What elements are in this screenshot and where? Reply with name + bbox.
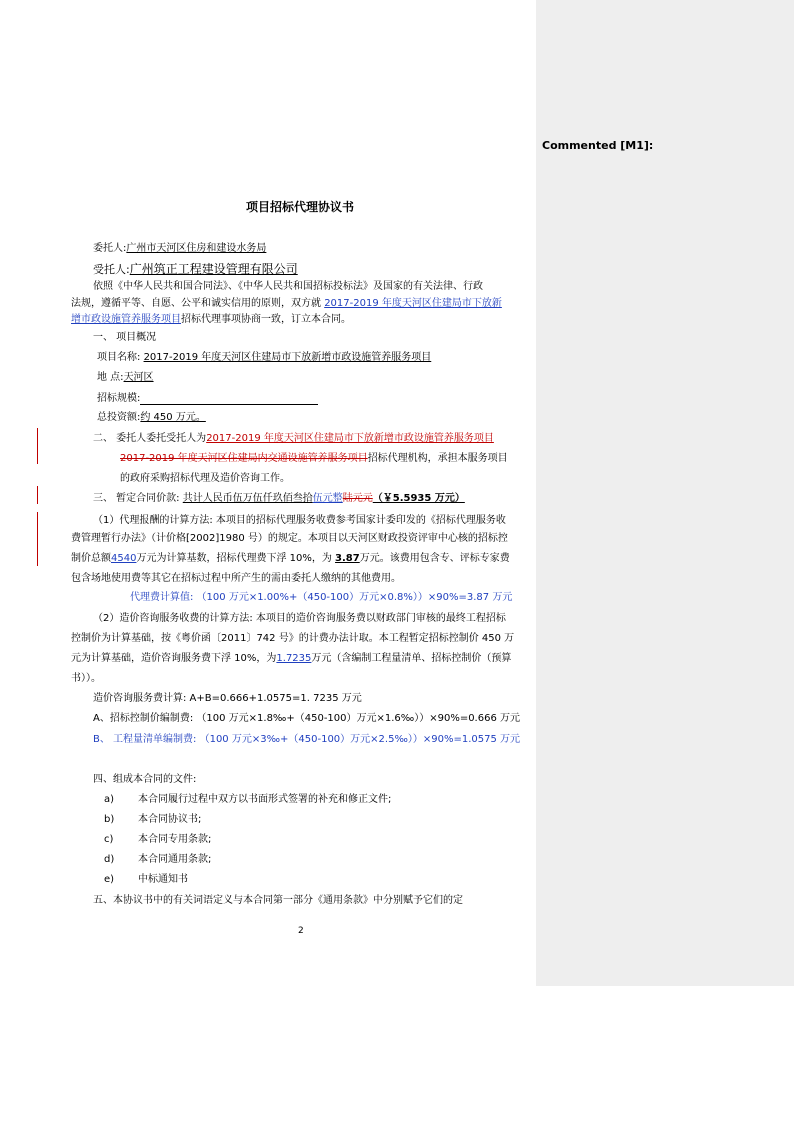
p1-text-cont: 万元为计算基数，招标代理费下浮 10%，为 — [136, 553, 332, 564]
list-item — [104, 873, 188, 886]
p1-text: 制价总额 — [71, 553, 111, 564]
section-4-heading: 四、组成本合同的文件: — [93, 774, 197, 785]
list-marker: d) — [104, 854, 115, 865]
fee-item-b: B、 工程量清单编制费: （100 万元×3‰+（450-100）万元×2.5‰））×90%=1.0575 万元 — [93, 734, 521, 745]
project-name-inline: 2017-2019 年度天河区住建局市下放新 — [324, 298, 502, 309]
contract-price-text: 共计人民币伍万伍仟玖佰叁拾 — [182, 493, 313, 504]
fee-item-a: A、招标控制价编制费: （100 万元×1.8‰+（450-100）万元×1.6‰））×90%=0.666 万元 — [93, 713, 521, 724]
investment-label: 总投资额: — [97, 412, 141, 423]
location-label: 地 点: — [97, 372, 124, 383]
location-value: 天河区 — [123, 372, 154, 383]
list-item-text: 本合同专用条款; — [138, 834, 212, 845]
list-marker: c) — [104, 834, 114, 845]
contract-price-amount: （￥5.5935 万元） — [372, 493, 465, 504]
p2-line-1: （2）造价咨询服务收费的计算方法: 本项目的造价咨询服务费以财政部门审核的最终工程招标 — [93, 613, 506, 624]
location-row — [97, 371, 154, 384]
section-2-line-1 — [93, 432, 494, 445]
deleted-project-name: 2017-2019 年度天河区住建局内交通设施管养服务项目 — [120, 453, 368, 464]
section-1-heading: 一、 项目概况 — [93, 332, 157, 343]
client-label: 委托人: — [93, 243, 127, 254]
list-marker: a) — [104, 794, 115, 805]
scale-blank — [140, 393, 318, 405]
project-name-row — [97, 351, 431, 364]
project-name-label: 项目名称: — [97, 352, 141, 363]
inserted-price-text: 伍元整 — [312, 493, 343, 504]
agent-label: 受托人: — [93, 263, 130, 276]
agency-fee-formula: 代理费计算值: （100 万元×1.00%+（450-100）万元×0.8%））×90%=3.87 万元 — [130, 592, 513, 603]
agent-row — [93, 263, 298, 276]
list-item — [104, 833, 211, 846]
agent-value: 广州筑正工程建设管理有限公司 — [129, 262, 298, 276]
intro-line-2 — [71, 297, 502, 310]
investment-row — [97, 411, 206, 424]
comment-header[interactable]: Commented [M1]: — [542, 139, 654, 152]
list-item-text: 本合同协议书; — [138, 814, 202, 825]
list-marker: e) — [104, 874, 115, 885]
page-number: 2 — [298, 926, 304, 936]
p1-line-3 — [71, 552, 510, 565]
client-row — [93, 242, 266, 255]
section-2-line-2 — [120, 452, 508, 465]
list-item-text: 本合同通用条款; — [138, 854, 212, 865]
section-2-text-cont: 招标代理机构，承担本服务项目 — [367, 453, 508, 464]
list-item — [104, 793, 391, 806]
section-2-line-3: 的政府采购招标代理及造价咨询工作。 — [120, 473, 290, 484]
p1-line-2: 费管理暂行办法》（计价格[2002]1980 号）的规定。本项目以天河区财政投资评审中心核的招标控 — [71, 533, 508, 544]
agency-fee-value: 3.87 — [335, 553, 360, 564]
change-bar — [37, 486, 38, 504]
list-marker: b) — [104, 814, 115, 825]
client-value: 广州市天河区住房和建设水务局 — [126, 243, 267, 254]
scale-row — [97, 392, 318, 405]
intro-text-end: 招标代理事项协商一致，订立本合同。 — [181, 314, 351, 325]
p1-line-4: 包含场地使用费等其它在招标过程中所产生的需由委托人缴纳的其他费用。 — [71, 573, 401, 584]
deleted-price-text: 陆元元 — [342, 493, 373, 504]
change-bar — [37, 428, 38, 464]
list-item-text: 中标通知书 — [138, 874, 188, 885]
list-item — [104, 813, 201, 826]
scale-label: 招标规模: — [97, 393, 141, 404]
section-3-label: 三、 暂定合同价款: — [93, 493, 180, 504]
consult-fee-value: 1.7235 — [276, 653, 312, 664]
p2-text-cont: 万元（含编制工程量清单、招标控制价（预算 — [311, 653, 512, 664]
p1-line-1: （1）代理报酬的计算方法: 本项目的招标代理服务收费参考国家计委印发的《招标代理服务收 — [93, 515, 506, 526]
section-2-text: 二、 委托人委托受托人为 — [93, 433, 207, 444]
section-5-line: 五、本协议书中的有关词语定义与本合同第一部分《通用条款》中分别赋予它们的定 — [93, 895, 463, 906]
project-name-inline-cont: 增市政设施管养服务项目 — [71, 314, 181, 325]
p1-text-end: 万元。该费用包含专、评标专家费 — [359, 553, 510, 564]
section-3-line — [93, 492, 465, 505]
intro-line-1: 依照《中华人民共和国合同法》、《中华人民共和国招标投标法》及国家的有关法律、行政 — [93, 281, 483, 292]
intro-line-3 — [71, 313, 351, 326]
inserted-project-name: 2017-2019 年度天河区住建局市下放新增市政设施管养服务项目 — [206, 433, 494, 444]
p2-line-4: 书））。 — [71, 673, 101, 684]
project-name-value: 2017-2019 年度天河区住建局市下放新增市政设施管养服务项目 — [143, 352, 432, 363]
change-bar — [37, 512, 38, 566]
doc-title: 项目招标代理协议书 — [246, 200, 355, 214]
p2-line-3 — [71, 652, 511, 665]
p2-text: 元为计算基础，造价咨询服务费下浮 10%，为 — [71, 653, 277, 664]
intro-text: 法规，遵循平等、自愿、公平和诚实信用的原则，双方就 — [71, 298, 321, 309]
investment-value: 约 450 万元。 — [140, 412, 206, 423]
p2-line-2: 控制价为计算基础，按《粤价函〔2011〕742 号》的计费办法计取。本工程暂定招标控制价 450 万 — [71, 633, 515, 644]
list-item — [104, 853, 211, 866]
list-item-text: 本合同履行过程中双方以书面形式签署的补充和修正文件; — [138, 794, 392, 805]
control-price-value: 4540 — [111, 553, 137, 564]
consult-fee-formula: 造价咨询服务费计算: A+B=0.666+1.0575=1. 7235 万元 — [93, 693, 362, 704]
